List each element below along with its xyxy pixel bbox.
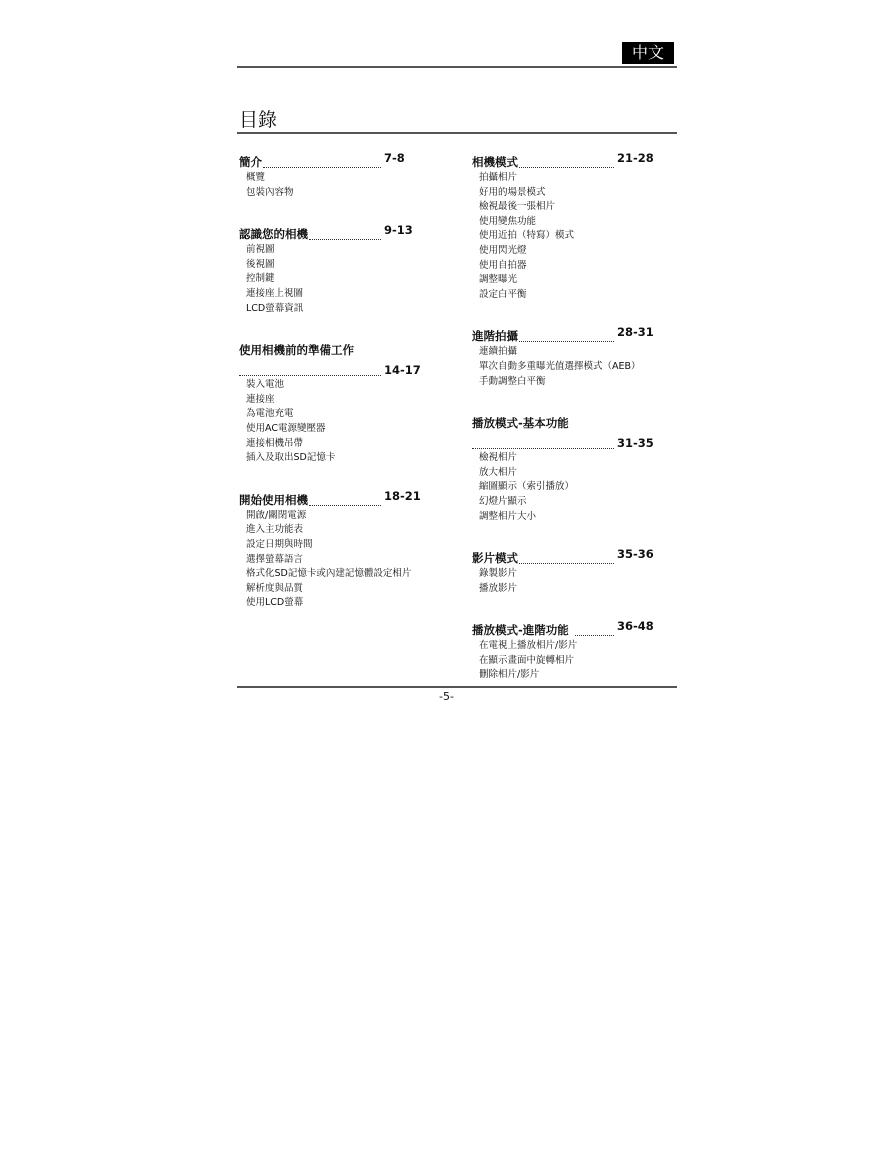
toc-item[interactable]: 選擇螢幕語言 bbox=[246, 553, 304, 565]
toc-item[interactable]: 連接座 bbox=[246, 393, 275, 405]
toc-item[interactable]: 設定日期與時間 bbox=[246, 538, 313, 550]
language-tab: 中文 bbox=[622, 42, 674, 64]
toc-item[interactable]: 使用變焦功能 bbox=[479, 215, 537, 227]
toc-item[interactable]: 進入主功能表 bbox=[246, 524, 304, 536]
toc-item[interactable]: 錄製影片 bbox=[479, 568, 518, 580]
toc-section bbox=[472, 547, 658, 596]
toc-item[interactable]: 檢視相片 bbox=[479, 452, 518, 464]
toc-section bbox=[472, 325, 658, 389]
toc-section-title[interactable]: 影片模式 bbox=[472, 551, 518, 566]
toc-page-range: 9-13 bbox=[384, 223, 413, 238]
toc-item[interactable]: 在電視上播放相片/影片 bbox=[479, 640, 578, 652]
toc-item[interactable]: 使用閃光燈 bbox=[479, 244, 527, 256]
toc-section-title[interactable]: 播放模式-進階功能 bbox=[472, 623, 569, 638]
toc-section-title[interactable]: 簡介 bbox=[239, 155, 262, 169]
toc-section-title[interactable]: 開始使用相機 bbox=[239, 492, 308, 507]
leader-dots bbox=[519, 563, 614, 564]
toc-section-title[interactable]: 相機模式 bbox=[472, 155, 518, 169]
page-number: -5- bbox=[439, 690, 454, 703]
toc-page-range: 14-17 bbox=[384, 363, 421, 378]
toc-item[interactable]: LCD螢幕資訊 bbox=[246, 302, 304, 314]
toc-page-range: 28-31 bbox=[617, 325, 654, 340]
toc-item[interactable]: 檢視最後一張相片 bbox=[479, 201, 556, 213]
toc-item[interactable]: 幻燈片顯示 bbox=[479, 495, 527, 507]
toc-item[interactable]: 概覽 bbox=[246, 172, 266, 183]
toc-item[interactable]: 好用的場景模式 bbox=[479, 186, 546, 198]
toc-section bbox=[239, 488, 421, 611]
leader-dots bbox=[519, 167, 614, 168]
toc-item[interactable]: 使用近拍（特寫）模式 bbox=[479, 230, 575, 242]
toc-item[interactable]: 前視圖 bbox=[246, 244, 275, 256]
toc-item[interactable]: 放大相片 bbox=[479, 466, 518, 478]
toc-page-range: 18-21 bbox=[384, 488, 421, 503]
toc-section bbox=[239, 223, 417, 316]
toc-left-column bbox=[239, 151, 421, 637]
toc-section-title[interactable]: 認識您的相機 bbox=[239, 227, 308, 242]
toc-page-range: 36-48 bbox=[617, 619, 654, 634]
toc-section-title[interactable]: 進階拍攝 bbox=[472, 329, 518, 344]
toc-section bbox=[239, 151, 417, 200]
toc-page-range: 35-36 bbox=[617, 547, 654, 562]
toc-item[interactable]: 控制鍵 bbox=[246, 273, 275, 285]
toc-item[interactable]: 拍攝相片 bbox=[479, 172, 518, 183]
toc-item[interactable]: 播放影片 bbox=[479, 582, 518, 594]
toc-item[interactable]: 使用自拍器 bbox=[479, 259, 527, 271]
header-rule bbox=[237, 66, 677, 68]
leader-dots bbox=[575, 635, 614, 636]
leader-dots bbox=[472, 448, 614, 449]
toc-section bbox=[472, 415, 658, 524]
toc-section bbox=[472, 151, 658, 302]
toc-item[interactable]: 調整相片大小 bbox=[479, 510, 537, 522]
toc-item[interactable]: 連接座上視圖 bbox=[246, 287, 304, 299]
toc-right-column bbox=[472, 151, 658, 709]
toc-item[interactable]: 解析度與品質 bbox=[246, 582, 304, 594]
leader-dots bbox=[309, 505, 381, 506]
leader-dots bbox=[263, 167, 381, 168]
toc-page-range: 7-8 bbox=[384, 151, 405, 165]
toc-page-range: 21-28 bbox=[617, 151, 654, 165]
toc-item[interactable]: 裝入電池 bbox=[246, 379, 285, 391]
toc-item[interactable]: 使用LCD螢幕 bbox=[246, 597, 304, 609]
toc-item[interactable]: 手動調整白平衡 bbox=[479, 375, 546, 387]
leader-dots bbox=[309, 239, 381, 240]
toc-item[interactable]: 開啟/關閉電源 bbox=[246, 509, 307, 521]
toc-item[interactable]: 插入及取出SD記憶卡 bbox=[246, 452, 336, 464]
toc-item[interactable]: 為電池充電 bbox=[246, 408, 294, 420]
leader-dots bbox=[239, 375, 381, 376]
toc-item[interactable]: 連接相機吊帶 bbox=[246, 437, 304, 449]
toc-section-title[interactable]: 使用相機前的準備工作 bbox=[239, 343, 354, 358]
toc-item[interactable]: 在顯示畫面中旋轉相片 bbox=[479, 654, 575, 666]
title-rule bbox=[237, 132, 677, 134]
toc-item[interactable]: 調整曝光 bbox=[479, 274, 518, 286]
toc-item[interactable]: 設定白平衡 bbox=[479, 288, 527, 300]
toc-section bbox=[239, 342, 421, 466]
toc-item[interactable]: 包裝內容物 bbox=[246, 186, 294, 198]
toc-item[interactable]: 使用AC電源變壓器 bbox=[246, 422, 326, 434]
toc-section-title[interactable]: 播放模式-基本功能 bbox=[472, 416, 569, 431]
toc-item[interactable]: 連續拍攝 bbox=[479, 346, 518, 358]
leader-dots bbox=[519, 341, 614, 342]
toc-item[interactable]: 後視圖 bbox=[246, 258, 275, 270]
toc-item[interactable]: 縮圖顯示（索引播放） bbox=[479, 481, 575, 493]
footer-rule bbox=[237, 686, 677, 688]
toc-section bbox=[472, 619, 658, 683]
toc-item[interactable]: 單次自動多重曝光值選擇模式（AEB） bbox=[479, 360, 641, 372]
toc-page-range: 31-35 bbox=[617, 436, 654, 451]
toc-item[interactable]: 格式化SD記憶卡或內建記憶體設定相片 bbox=[246, 568, 412, 580]
toc-item[interactable]: 刪除相片/影片 bbox=[479, 669, 540, 681]
page-title: 目錄 bbox=[239, 109, 278, 131]
